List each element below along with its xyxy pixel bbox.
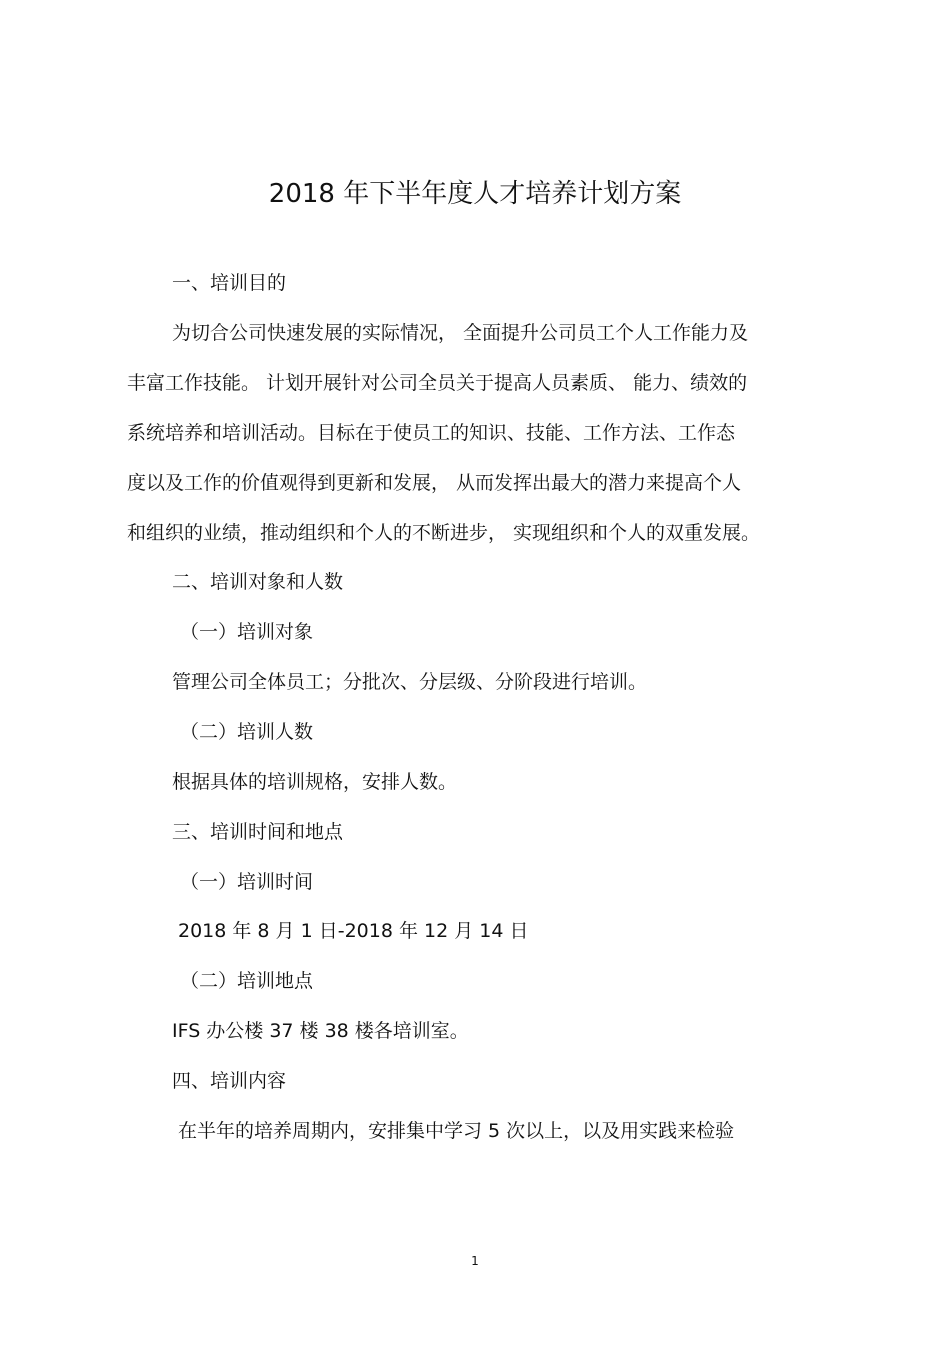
page-number: 1 <box>471 1254 479 1268</box>
subsection-heading: （二）培训地点 <box>180 970 314 992</box>
paragraph-line: 为切合公司快速发展的实际情况， 全面提升公司员工个人工作能力及 <box>172 322 749 344</box>
paragraph-line: 2018 年 8 月 1 日-2018 年 12 月 14 日 <box>178 920 529 942</box>
paragraph-line: 和组织的业绩，推动组织和个人的不断进步， 实现组织和个人的双重发展。 <box>127 522 761 544</box>
subsection-heading: （一）培训时间 <box>180 871 314 893</box>
paragraph-line: 系统培养和培训活动。目标在于使员工的知识、技能、工作方法、工作态 <box>127 422 736 444</box>
section-heading-audience: 二、培训对象和人数 <box>172 571 344 593</box>
subsection-heading: （一）培训对象 <box>180 621 314 643</box>
paragraph-line: 根据具体的培训规格，安排人数。 <box>172 771 458 793</box>
paragraph-line: 管理公司全体员工；分批次、分层级、分阶段进行培训。 <box>172 671 648 693</box>
document-title: 2018 年下半年度人才培养计划方案 <box>268 179 682 209</box>
section-heading-purpose: 一、培训目的 <box>172 272 287 294</box>
subsection-heading: （二）培训人数 <box>180 721 314 743</box>
paragraph-line: 丰富工作技能。 计划开展针对公司全员关于提高人员素质、 能力、绩效的 <box>127 372 748 394</box>
paragraph-line: 度以及工作的价值观得到更新和发展， 从而发挥出最大的潜力来提高个人 <box>127 472 742 494</box>
paragraph-line: IFS 办公楼 37 楼 38 楼各培训室。 <box>172 1020 469 1042</box>
paragraph-line: 在半年的培养周期内，安排集中学习 5 次以上，以及用实践来检验 <box>178 1120 735 1142</box>
section-heading-time-place: 三、培训时间和地点 <box>172 821 344 843</box>
section-heading-content: 四、培训内容 <box>172 1070 287 1092</box>
